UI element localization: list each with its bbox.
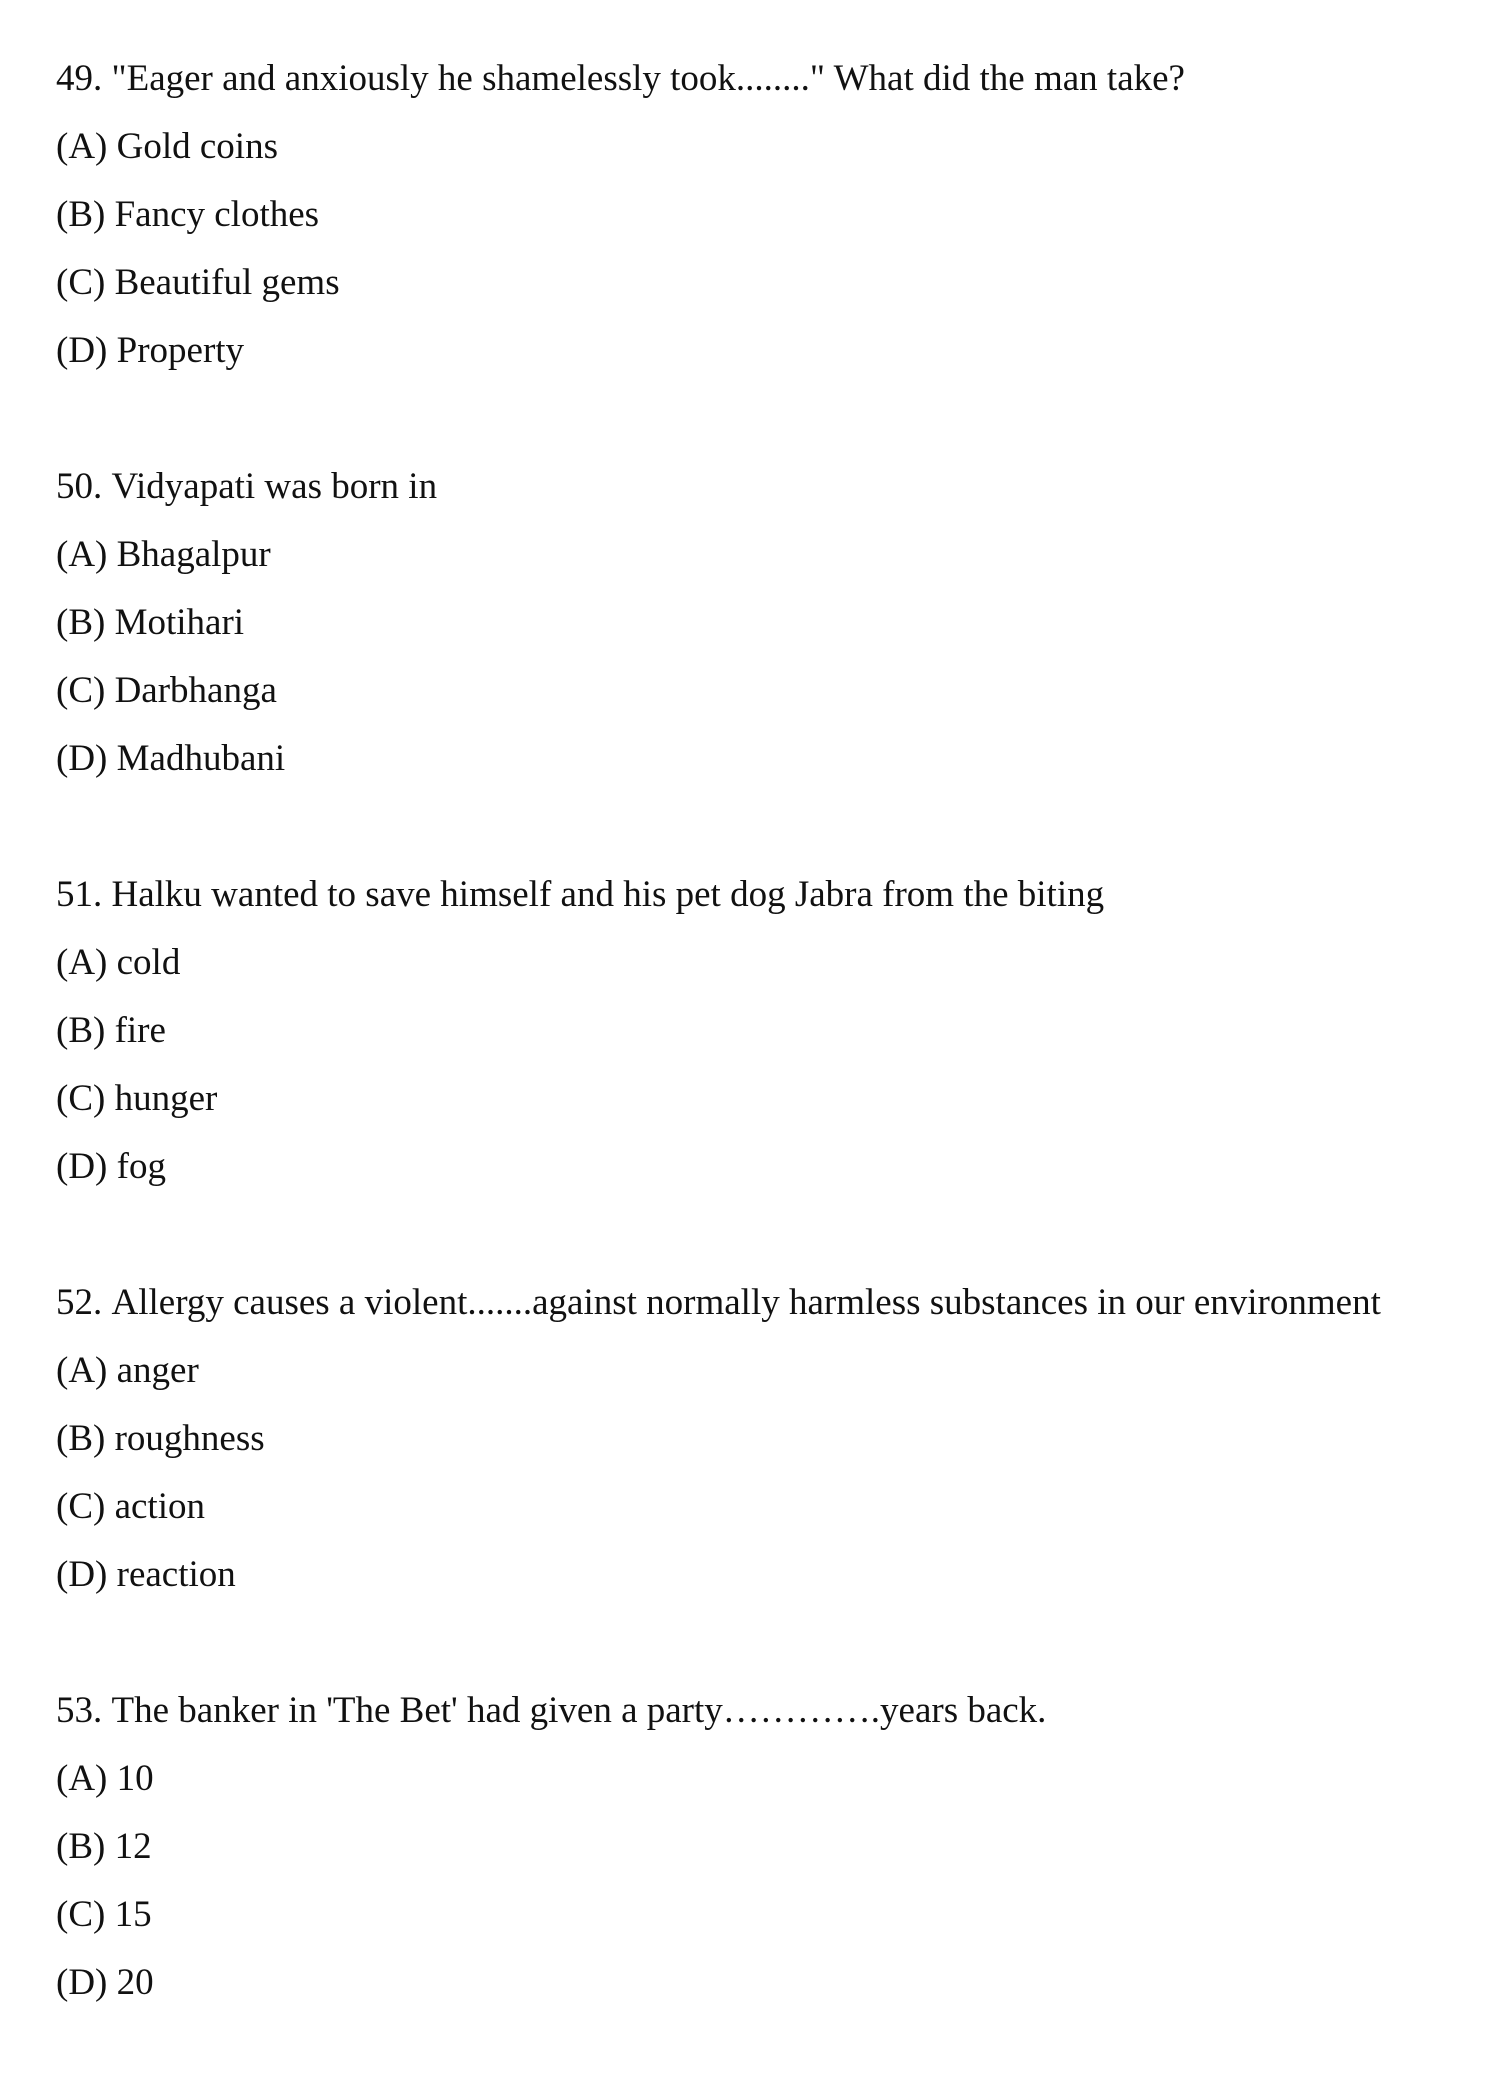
option-text: 15 xyxy=(114,1894,152,1935)
question-text: The banker in 'The Bet' had given a party………….years back. xyxy=(111,1690,1047,1731)
option-d[interactable] xyxy=(56,1133,1505,1201)
option-letter: (B) xyxy=(56,194,106,235)
option-d[interactable] xyxy=(56,317,1505,385)
option-b[interactable] xyxy=(56,1405,1505,1473)
option-text: Property xyxy=(116,330,245,371)
option-text: hunger xyxy=(114,1078,218,1119)
question-stem xyxy=(56,1677,1505,1745)
question-number: 49. xyxy=(56,58,103,99)
option-text: roughness xyxy=(114,1418,265,1459)
option-text: Beautiful gems xyxy=(114,262,340,303)
question-stem xyxy=(56,45,1505,113)
question-stem xyxy=(56,453,1505,521)
option-letter: (C) xyxy=(56,1486,106,1527)
option-letter: (C) xyxy=(56,670,106,711)
question-number: 52. xyxy=(56,1282,103,1323)
question-stem xyxy=(56,861,1505,929)
option-text: 10 xyxy=(116,1758,154,1799)
question-text: Halku wanted to save himself and his pet dog Jabra from the biting xyxy=(111,874,1105,915)
option-letter: (A) xyxy=(56,1350,108,1391)
option-text: anger xyxy=(116,1350,199,1391)
option-text: 20 xyxy=(116,1962,154,2003)
option-text: Gold coins xyxy=(116,126,278,167)
option-c[interactable] xyxy=(56,1065,1505,1133)
option-letter: (C) xyxy=(56,1894,106,1935)
option-text: cold xyxy=(116,942,181,983)
option-letter: (C) xyxy=(56,262,106,303)
option-letter: (A) xyxy=(56,1758,108,1799)
question-52 xyxy=(56,1269,1505,1609)
option-letter: (B) xyxy=(56,1010,106,1051)
question-text: Allergy causes a violent.......against normally harmless substances in our environment xyxy=(111,1282,1381,1323)
question-text: Vidyapati was born in xyxy=(111,466,438,507)
option-a[interactable] xyxy=(56,521,1505,589)
option-text: Fancy clothes xyxy=(114,194,320,235)
option-c[interactable] xyxy=(56,657,1505,725)
option-c[interactable] xyxy=(56,1473,1505,1541)
question-49 xyxy=(56,45,1505,385)
option-c[interactable] xyxy=(56,249,1505,317)
question-number: 53. xyxy=(56,1690,103,1731)
question-number: 51. xyxy=(56,874,103,915)
question-50 xyxy=(56,453,1505,793)
question-page xyxy=(56,45,1505,2085)
question-51 xyxy=(56,861,1505,1201)
option-b[interactable] xyxy=(56,589,1505,657)
option-letter: (D) xyxy=(56,1962,108,2003)
option-text: Motihari xyxy=(114,602,245,643)
option-letter: (D) xyxy=(56,330,108,371)
option-letter: (D) xyxy=(56,1146,108,1187)
option-text: action xyxy=(114,1486,205,1527)
option-a[interactable] xyxy=(56,1745,1505,1813)
question-stem xyxy=(56,1269,1505,1337)
option-letter: (B) xyxy=(56,602,106,643)
option-letter: (D) xyxy=(56,738,108,779)
option-text: reaction xyxy=(116,1554,236,1595)
option-text: fog xyxy=(116,1146,166,1187)
option-letter: (A) xyxy=(56,126,108,167)
option-text: Madhubani xyxy=(116,738,286,779)
option-letter: (D) xyxy=(56,1554,108,1595)
option-d[interactable] xyxy=(56,1541,1505,1609)
option-letter: (A) xyxy=(56,942,108,983)
option-d[interactable] xyxy=(56,1949,1505,2017)
option-letter: (C) xyxy=(56,1078,106,1119)
question-number: 50. xyxy=(56,466,103,507)
option-text: Bhagalpur xyxy=(116,534,271,575)
question-53 xyxy=(56,1677,1505,2017)
option-b[interactable] xyxy=(56,1813,1505,1881)
option-a[interactable] xyxy=(56,929,1505,997)
option-a[interactable] xyxy=(56,1337,1505,1405)
option-a[interactable] xyxy=(56,113,1505,181)
option-c[interactable] xyxy=(56,1881,1505,1949)
option-b[interactable] xyxy=(56,997,1505,1065)
option-b[interactable] xyxy=(56,181,1505,249)
option-text: fire xyxy=(114,1010,166,1051)
option-text: 12 xyxy=(114,1826,152,1867)
option-letter: (B) xyxy=(56,1418,106,1459)
option-letter: (A) xyxy=(56,534,108,575)
option-text: Darbhanga xyxy=(114,670,277,711)
option-d[interactable] xyxy=(56,725,1505,793)
option-letter: (B) xyxy=(56,1826,106,1867)
question-text: "Eager and anxiously he shamelessly took........" What did the man take? xyxy=(111,58,1185,99)
